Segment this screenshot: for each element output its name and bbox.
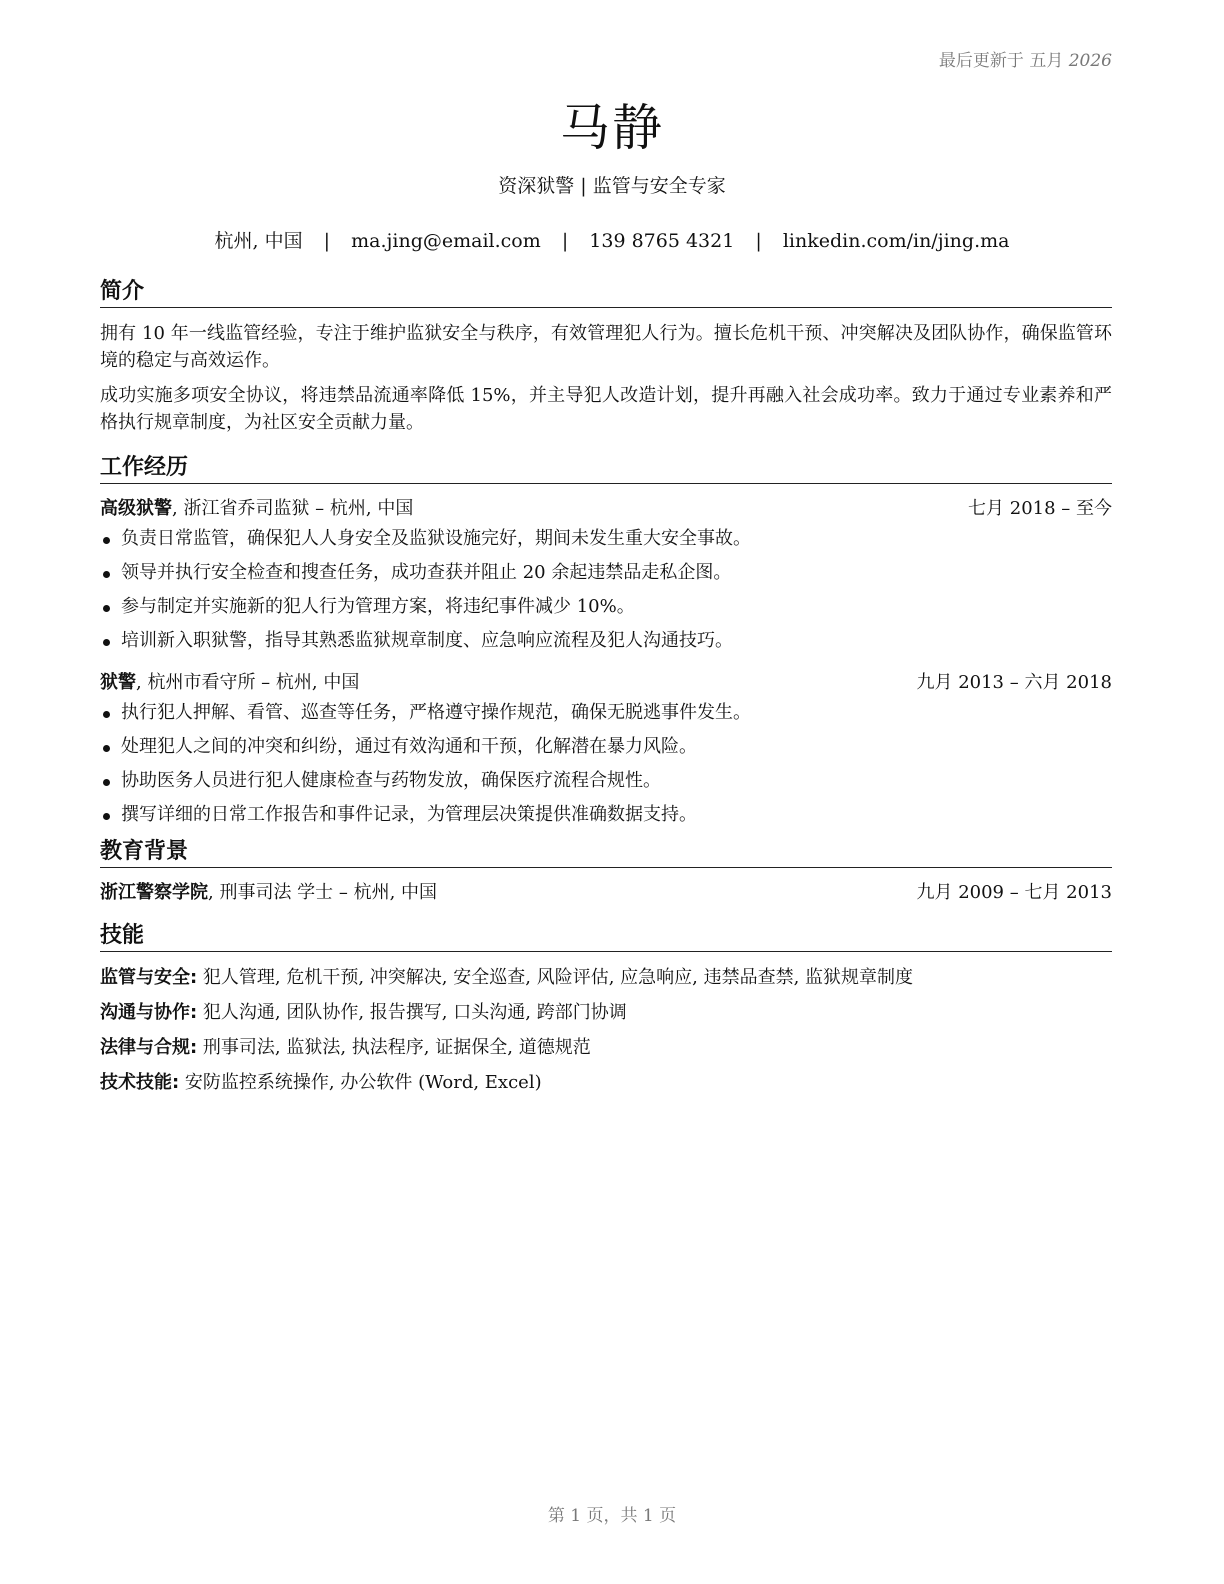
contact-line [0, 226, 1224, 253]
contact-phone: 139 8765 4321 [589, 230, 735, 252]
contact-location: 杭州, 中国 [214, 230, 303, 252]
contact-linkedin-link[interactable]: linkedin.com/in/jing.ma [782, 230, 1010, 252]
summary-paragraph: 拥有 10 年一线监管经验，专注于维护监狱安全与秩序，有效管理犯人行为。擅长危机干预、冲突解决及团队协作，确保监管环境的稳定与高效运作。 [100, 323, 1112, 371]
skill-row [100, 1069, 1112, 1096]
skill-items: 犯人沟通, 团队协作, 报告撰写, 口头沟通, 跨部门协调 [197, 1002, 627, 1023]
contact-separator: | [323, 230, 331, 252]
tagline: 资深狱警 | 监管与安全专家 [498, 175, 726, 197]
job-entry [100, 670, 1112, 828]
skill-items: 刑事司法, 监狱法, 执法程序, 证据保全, 道德规范 [197, 1037, 591, 1058]
candidate-name: 马静 [560, 99, 664, 157]
education-dates: 九月 2009 – 七月 2013 [916, 882, 1112, 903]
skills-section [100, 922, 1112, 1096]
skill-label: 沟通与协作: [100, 1002, 198, 1023]
job-role: 高级狱警 [100, 498, 172, 519]
education-entry [100, 880, 1112, 906]
job-title-line [100, 670, 359, 696]
skill-row [100, 964, 1112, 991]
education-heading: 教育背景 [100, 838, 1112, 868]
skill-items: 犯人管理, 危机干预, 冲突解决, 安全巡查, 风险评估, 应急响应, 违禁品查禁, 监狱规章制度 [197, 967, 914, 988]
skill-label: 技术技能: [100, 1072, 180, 1093]
job-org: , 浙江省乔司监狱 – 杭州, 中国 [172, 498, 414, 519]
job-bullet: 撰写详细的日常工作报告和事件记录，为管理层决策提供准确数据支持。 [100, 802, 1112, 828]
contact-email-link[interactable]: ma.jing@email.com [351, 230, 541, 252]
job-bullet: 处理犯人之间的冲突和纠纷，通过有效沟通和干预，化解潜在暴力风险。 [100, 734, 1112, 760]
last-updated-prefix: 最后更新于 五月 [938, 51, 1064, 71]
job-dates: 九月 2013 – 六月 2018 [916, 672, 1112, 693]
summary-section [100, 278, 1112, 436]
job-bullets [100, 526, 1112, 654]
job-org: , 杭州市看守所 – 杭州, 中国 [136, 672, 360, 693]
education-title-line [100, 880, 437, 906]
job-bullet: 培训新入职狱警，指导其熟悉监狱规章制度、应急响应流程及犯人沟通技巧。 [100, 628, 1112, 654]
skill-row [100, 999, 1112, 1026]
job-header [100, 670, 1112, 696]
skill-label: 法律与合规: [100, 1037, 198, 1058]
job-bullet: 协助医务人员进行犯人健康检查与药物发放，确保医疗流程合规性。 [100, 768, 1112, 794]
education-detail: , 刑事司法 学士 – 杭州, 中国 [208, 882, 438, 903]
contact-separator: | [755, 230, 762, 252]
experience-heading: 工作经历 [100, 454, 1112, 484]
last-updated [939, 46, 1112, 71]
contact-separator: | [561, 230, 569, 252]
job-bullet: 执行犯人押解、看管、巡查等任务，严格遵守操作规范，确保无脱逃事件发生。 [100, 700, 1112, 726]
job-title-line [100, 496, 413, 522]
education-school: 浙江警察学院 [100, 882, 208, 903]
job-bullet: 参与制定并实施新的犯人行为管理方案，将违纪事件减少 10%。 [100, 594, 1112, 620]
resume-body [100, 278, 1112, 1104]
experience-section [100, 454, 1112, 828]
job-bullet: 负责日常监管，确保犯人人身安全及监狱设施完好，期间未发生重大安全事故。 [100, 526, 1112, 552]
job-bullets [100, 700, 1112, 828]
skills-heading: 技能 [100, 922, 1112, 952]
job-header [100, 496, 1112, 522]
page-number: 第 1 页，共 1 页 [547, 1506, 677, 1526]
job-role: 狱警 [100, 672, 136, 693]
skill-items: 安防监控系统操作, 办公软件 (Word, Excel) [179, 1072, 542, 1093]
skill-label: 监管与安全: [100, 967, 198, 988]
last-updated-year: 2026 [1068, 51, 1112, 71]
skill-row [100, 1034, 1112, 1061]
job-entry [100, 496, 1112, 654]
education-section [100, 838, 1112, 906]
summary-paragraph: 成功实施多项安全协议，将违禁品流通率降低 15%，并主导犯人改造计划，提升再融入社会成功率。致力于通过专业素养和严格执行规章制度，为社区安全贡献力量。 [100, 385, 1112, 433]
summary-heading: 简介 [100, 278, 1112, 308]
job-dates: 七月 2018 – 至今 [968, 498, 1112, 519]
job-bullet: 领导并执行安全检查和搜查任务，成功查获并阻止 20 余起违禁品走私企图。 [100, 560, 1112, 586]
